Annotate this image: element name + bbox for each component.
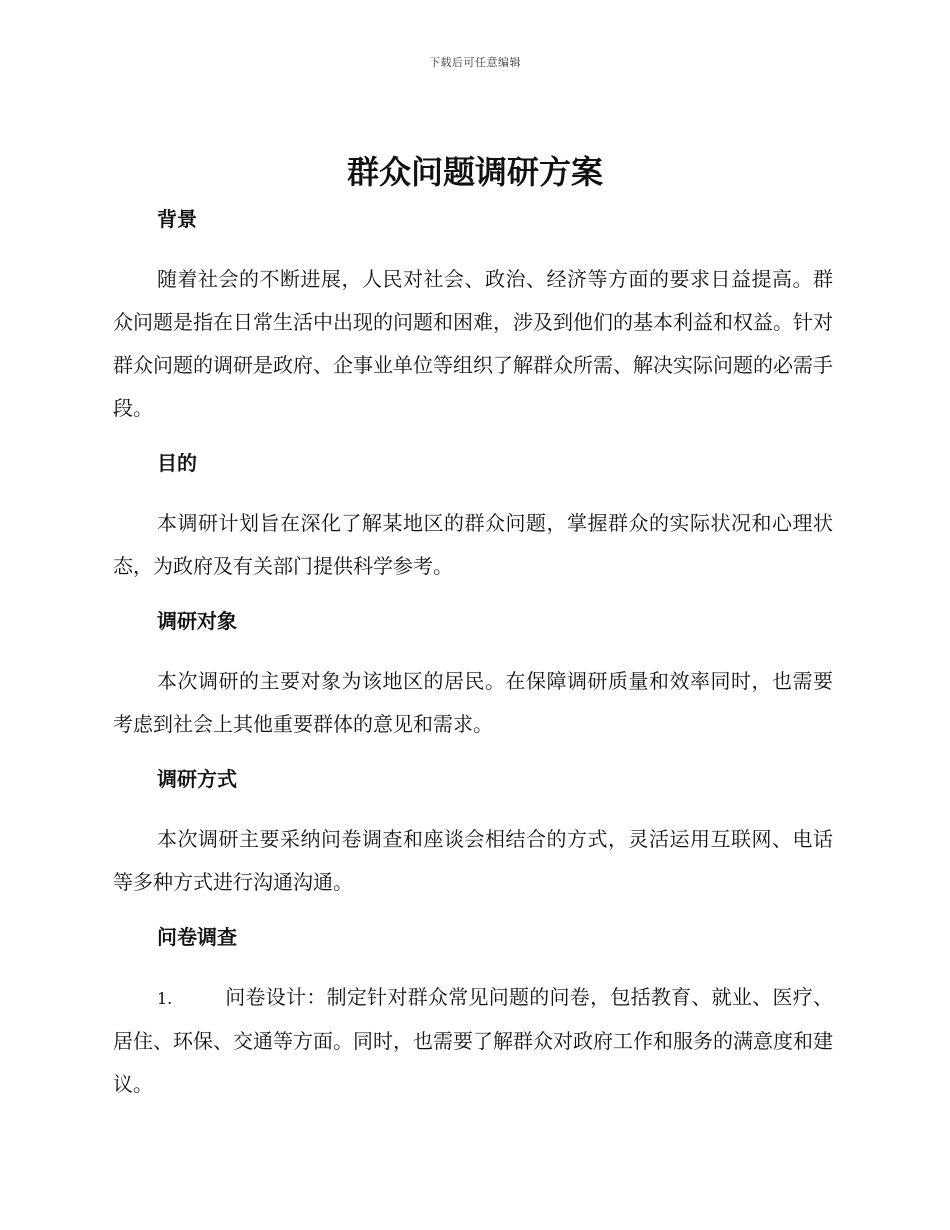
document-title: 群众问题调研方案	[346, 153, 603, 191]
section-heading-subjects: 调研对象	[157, 609, 237, 633]
section-heading-purpose: 目的	[157, 451, 197, 475]
header-note: 下载后可任意编辑	[429, 56, 521, 69]
list-item	[113, 976, 833, 1106]
list-item-text: 问卷设计：制定针对群众常见问题的问卷，包括教育、就业、医疗、居住、环保、交通等方面。同时，也需要了解群众对政府工作和服务的满意度和建议。	[113, 985, 833, 1096]
section-paragraph-methods: 本次调研主要采纳问卷调查和座谈会相结合的方式，灵活运用互联网、电话等多种方式进行沟通沟通。	[113, 827, 833, 894]
section-heading-background: 背景	[157, 207, 197, 231]
section-heading-questionnaire: 问卷调查	[157, 925, 237, 949]
section-heading-methods: 调研方式	[157, 767, 237, 791]
section-paragraph-subjects: 本次调研的主要对象为该地区的居民。在保障调研质量和效率同时，也需要考虑到社会上其他重要群体的意见和需求。	[113, 669, 833, 736]
section-paragraph-purpose: 本调研计划旨在深化了解某地区的群众问题，掌握群众的实际状况和心理状态，为政府及有关部门提供科学参考。	[113, 511, 833, 578]
document-body	[113, 204, 833, 1106]
section-paragraph-background: 随着社会的不断进展，人民对社会、政治、经济等方面的要求日益提高。群众问题是指在日常生活中出现的问题和困难，涉及到他们的基本利益和权益。针对群众问题的调研是政府、企事业单位等组织了解群众所需、解决实际问题的必需手段。	[113, 267, 833, 420]
list-item-number: 1.	[157, 989, 173, 1008]
